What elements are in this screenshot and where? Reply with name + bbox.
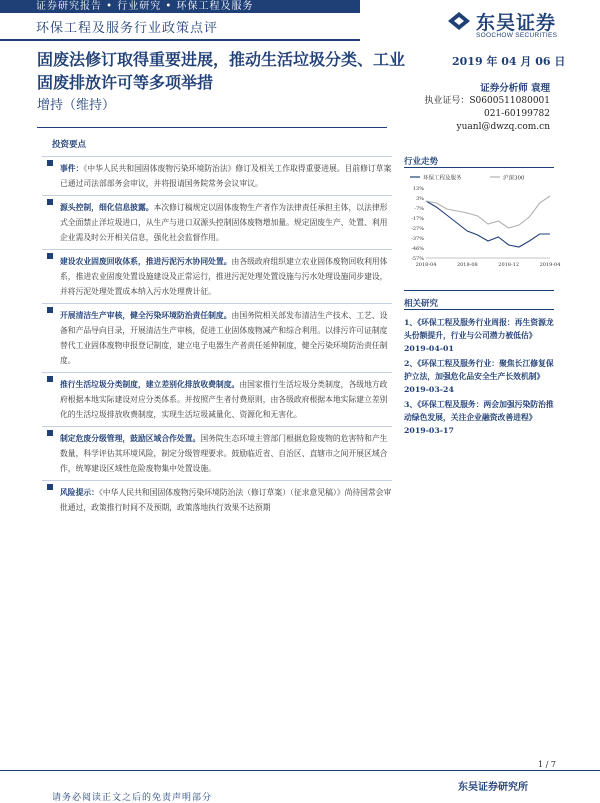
title-divider [37, 127, 387, 128]
point-divider [42, 156, 392, 157]
logo-mark-icon [446, 10, 472, 32]
related-divider [404, 290, 554, 291]
point-text: 由国家推行生活垃圾分类制度，各级地方政府根据本地实际建设对应分类体系。并按照产生者付费原则，由各级政府根据本地实际建立差别化的生活垃圾排放收费制度，实现生活垃圾减量化、资源化和无害化。 [60, 380, 388, 419]
footer-firm: 东吴证券研究所 [458, 782, 528, 793]
x-tick-label: 2019-04 [539, 262, 561, 268]
point-lead: 开展清洁生产审核，健全污染环境防治责任制度。 [60, 311, 232, 320]
series-line [426, 196, 550, 228]
point-divider [42, 426, 392, 427]
y-tick-label: -37% [411, 235, 424, 242]
point-item [42, 156, 392, 191]
point-divider [42, 303, 392, 304]
bullet-square-icon [47, 199, 53, 205]
report-title: 固废法修订取得重要进展，推动生活垃圾分类、工业固废排放许可等多项举措 [37, 50, 406, 92]
point-text: 《中华人民共和国固体废物污染环境防治法》修订及相关工作取得重要进展。目前修订草案已通过司法部部务会审议，并将报请国务院常务会议审议。 [60, 164, 392, 188]
point-divider [42, 249, 392, 250]
bullet-square-icon [47, 253, 53, 259]
point-text: 国务院生态环境主管部门根据危险废物的危害特和产生数量，科学评估其环境风险，制定分级管理要求。鼓励临近省、自治区、直辖市之间开展区域合作，统筹建设区域性危险废物集中处置设施。 [60, 434, 388, 473]
y-tick-label: -57% [411, 255, 424, 262]
points-list [42, 152, 392, 515]
report-rating: 增持（维持） [37, 98, 116, 113]
x-tick-label: 2018-08 [456, 262, 478, 268]
logo-name-en: SOOCHOW SECURITIES [476, 32, 558, 39]
footer-divider [0, 770, 600, 771]
related-item[interactable]: 2、《环保工程及服务行业：聚焦长江修复保护立法，加强危化品安全生产长效机制》2019-03-24 [404, 359, 554, 394]
y-tick-label: -17% [411, 215, 424, 222]
related-heading-divider [404, 309, 554, 310]
report-date: 2019 年 04 月 06 日 [452, 55, 566, 68]
trend-divider [404, 167, 554, 168]
legend-label: 沪深300 [503, 175, 525, 182]
bullet-square-icon [47, 307, 53, 313]
y-tick-label: -7% [414, 205, 424, 212]
legend-label: 环保工程及服务 [423, 175, 462, 182]
y-tick-label: -46% [411, 245, 424, 252]
point-divider [42, 195, 392, 196]
point-lead: 风险提示： [60, 488, 99, 497]
analyst-license: 执业证号：S0600511080001 [424, 96, 550, 106]
point-item [42, 303, 392, 368]
trend-chart [404, 170, 561, 272]
point-text: 《中华人民共和国固体废物污染环境防治法（修订草案）（征求意见稿）》尚待国常会审批通过，政策推行时间不及预期，政策落地执行效果不达预期 [60, 488, 392, 512]
point-lead: 源头控制，细化信息披露。 [60, 203, 154, 212]
point-item [42, 249, 392, 299]
trend-heading: 行业走势 [404, 157, 439, 167]
company-logo [446, 6, 576, 42]
y-tick-label: 3% [416, 195, 424, 202]
point-text: 由国务院相关部发布清洁生产技术、工艺、设备和产品导向目录，开展清洁生产审核，促进工业固体废物减产和综合利用。以排污许可证制度替代工业固体废物申报登记制度，建立电子电器生产者责任延伸制度，健全污染环境防治责任制度。 [60, 311, 388, 365]
bullet-square-icon [47, 160, 53, 166]
y-tick-label: -27% [411, 225, 424, 232]
header-section-bar [0, 13, 360, 41]
point-item [42, 195, 392, 245]
related-heading: 相关研究 [404, 299, 439, 309]
footer-disclaimer: 请务必阅读正文之后的免责声明部分 [52, 793, 213, 803]
point-item [42, 480, 392, 515]
header-tagline-bar [0, 0, 360, 13]
point-text: 本次修订稿规定以固体废物生产者作为法律责任承担主体，以法律形式全面禁止洋垃圾进口，从生产与进口双源头控制固体废物增加量。规定固废生产、处置、利用企业需及时公开相关信息，强化社会监督作用。 [60, 203, 388, 242]
page-number: 1 / 7 [538, 760, 556, 769]
related-item[interactable]: 3、《环保工程及服务：两会加强污染防治推动绿色发展，关注企业融资改善进程》2019-03-17 [404, 400, 554, 435]
header-section: 环保工程及服务行业政策点评 [36, 21, 219, 36]
point-item [42, 372, 392, 422]
analyst-name: 证券分析师 袁理 [480, 83, 550, 94]
point-lead: 制定危废分级管理，鼓励区域合作处置。 [60, 434, 201, 443]
point-divider [42, 480, 392, 481]
point-divider [42, 372, 392, 373]
header-tagline: 证券研究报告 • 行业研究 • 环保工程及服务 [36, 1, 254, 12]
bullet-square-icon [47, 430, 53, 436]
point-lead: 推行生活垃圾分类制度，建立差别化排放收费制度。 [60, 380, 240, 389]
analyst-phone: 021-60199782 [483, 109, 550, 119]
y-tick-label: 13% [412, 185, 424, 192]
point-text: 由各级政府组织建立农业固体废物回收利用体系，推进农业固废处置设施建设及正常运行，推进污泥处理处置设施与污水处理设施同步建设，并将污泥处理处置成本纳入污水处理费计征。 [60, 257, 388, 296]
x-tick-label: 2018-04 [415, 262, 437, 268]
analyst-block [420, 82, 550, 134]
points-heading: 投资要点 [52, 140, 87, 150]
related-item[interactable]: 1、《环保工程及服务行业周报：再生资源龙头份额提升，行业与公司潜力被低估》2019-04-01 [404, 318, 554, 353]
analyst-email: yuanl@dwzq.com.cn [456, 122, 550, 132]
point-lead: 建设农业固废回收体系，推进污泥污水协同处置。 [60, 257, 232, 266]
x-tick-label: 2018-12 [498, 262, 520, 268]
bullet-square-icon [47, 484, 53, 490]
related-list [404, 316, 554, 439]
point-lead: 事件： [60, 164, 84, 173]
bullet-square-icon [47, 376, 53, 382]
point-item [42, 426, 392, 476]
logo-name-cn: 东吴证券 [476, 12, 557, 34]
